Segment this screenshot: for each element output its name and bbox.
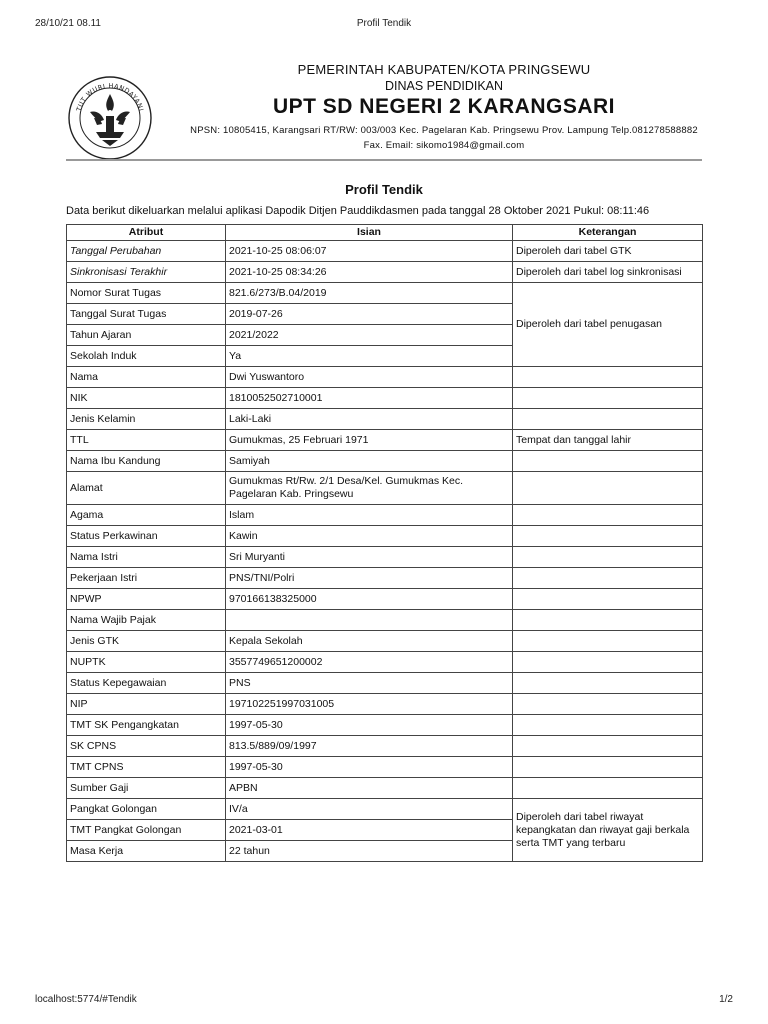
table-row xyxy=(67,610,703,631)
cell-atribut: NIK xyxy=(67,388,226,409)
table-row xyxy=(67,388,703,409)
cell-atribut: Agama xyxy=(67,505,226,526)
table-row xyxy=(67,472,703,505)
cell-isian: 2021-03-01 xyxy=(226,820,513,841)
school-address: NPSN: 10805415, Karangsari RT/RW: 003/003 Kec. Pagelaran Kab. Pringsewu Prov. Lampung Telp.081278588882 xyxy=(190,125,698,136)
cell-isian: 2021/2022 xyxy=(226,325,513,346)
cell-isian: Ya xyxy=(226,346,513,367)
cell-keterangan xyxy=(513,715,703,736)
cell-atribut: Alamat xyxy=(67,472,226,505)
table-row xyxy=(67,505,703,526)
cell-keterangan xyxy=(513,736,703,757)
cell-keterangan: Diperoleh dari tabel penugasan xyxy=(513,283,703,367)
table-row xyxy=(67,409,703,430)
table-row xyxy=(67,631,703,652)
cell-keterangan xyxy=(513,388,703,409)
government-name: PEMERINTAH KABUPATEN/KOTA PRINGSEWU xyxy=(297,62,591,77)
table-row xyxy=(67,715,703,736)
cell-isian: 970166138325000 xyxy=(226,589,513,610)
cell-keterangan xyxy=(513,631,703,652)
cell-isian: 22 tahun xyxy=(226,841,513,862)
cell-isian: 1997-05-30 xyxy=(226,757,513,778)
cell-isian: 1810052502710001 xyxy=(226,388,513,409)
cell-atribut: Nama Istri xyxy=(67,547,226,568)
cell-atribut: Pangkat Golongan xyxy=(67,799,226,820)
cell-keterangan xyxy=(513,568,703,589)
cell-atribut: Nama Ibu Kandung xyxy=(67,451,226,472)
cell-isian: Kawin xyxy=(226,526,513,547)
table-row xyxy=(67,757,703,778)
cell-atribut: Status Kepegawaian xyxy=(67,673,226,694)
cell-isian: Laki-Laki xyxy=(226,409,513,430)
table-row xyxy=(67,694,703,715)
table-row xyxy=(67,589,703,610)
cell-keterangan xyxy=(513,505,703,526)
cell-atribut: Jenis Kelamin xyxy=(67,409,226,430)
print-header xyxy=(35,18,733,32)
cell-keterangan: Diperoleh dari tabel riwayat kepangkatan dan riwayat gaji berkala serta TMT yang terbaru xyxy=(513,799,703,862)
cell-keterangan xyxy=(513,610,703,631)
department-name: DINAS PENDIDIKAN xyxy=(384,79,504,93)
cell-keterangan xyxy=(513,589,703,610)
school-contact: Fax. Email: sikomo1984@gmail.com xyxy=(363,140,525,151)
header-keterangan: Keterangan xyxy=(513,225,703,241)
cell-isian: 2019-07-26 xyxy=(226,304,513,325)
cell-atribut: Masa Kerja xyxy=(67,841,226,862)
cell-atribut: Sumber Gaji xyxy=(67,778,226,799)
cell-atribut: Tanggal Perubahan xyxy=(67,241,226,262)
header-atribut: Atribut xyxy=(67,225,226,241)
cell-keterangan xyxy=(513,472,703,505)
cell-isian: Dwi Yuswantoro xyxy=(226,367,513,388)
table-row xyxy=(67,451,703,472)
table-row xyxy=(67,568,703,589)
table-row xyxy=(67,799,703,820)
cell-isian: PNS/TNI/Polri xyxy=(226,568,513,589)
table-row xyxy=(67,547,703,568)
cell-atribut: Nama xyxy=(67,367,226,388)
cell-isian: Sri Muryanti xyxy=(226,547,513,568)
table-row xyxy=(67,367,703,388)
cell-isian: Gumukmas, 25 Februari 1971 xyxy=(226,430,513,451)
cell-atribut: TMT SK Pengangkatan xyxy=(67,715,226,736)
cell-isian: 197102251997031005 xyxy=(226,694,513,715)
table-row xyxy=(67,430,703,451)
cell-keterangan: Diperoleh dari tabel GTK xyxy=(513,241,703,262)
cell-keterangan xyxy=(513,547,703,568)
cell-isian: Kepala Sekolah xyxy=(226,631,513,652)
print-footer xyxy=(35,994,733,1008)
cell-atribut: Tanggal Surat Tugas xyxy=(67,304,226,325)
cell-atribut: Tahun Ajaran xyxy=(67,325,226,346)
cell-atribut: SK CPNS xyxy=(67,736,226,757)
tut-wuri-handayani-logo-icon xyxy=(66,72,154,160)
cell-atribut: Sinkronisasi Terakhir xyxy=(67,262,226,283)
table-row xyxy=(67,241,703,262)
print-datetime: 28/10/21 08.11 xyxy=(35,18,101,29)
cell-isian: 2021-10-25 08:34:26 xyxy=(226,262,513,283)
cell-isian: IV/a xyxy=(226,799,513,820)
header-isian: Isian xyxy=(226,225,513,241)
cell-keterangan xyxy=(513,409,703,430)
cell-keterangan: Diperoleh dari tabel log sinkronisasi xyxy=(513,262,703,283)
cell-atribut: TTL xyxy=(67,430,226,451)
cell-atribut: NPWP xyxy=(67,589,226,610)
table-row xyxy=(67,652,703,673)
cell-isian: APBN xyxy=(226,778,513,799)
table-header-row xyxy=(67,225,703,241)
svg-text:TUT WURI HANDAYANI: TUT WURI HANDAYANI xyxy=(74,81,146,113)
cell-keterangan xyxy=(513,673,703,694)
cell-keterangan xyxy=(513,526,703,547)
profile-table xyxy=(66,224,703,862)
print-page-title: Profil Tendik xyxy=(356,18,412,29)
cell-isian: 2021-10-25 08:06:07 xyxy=(226,241,513,262)
cell-atribut: Sekolah Induk xyxy=(67,346,226,367)
print-url: localhost:5774/#Tendik xyxy=(35,994,137,1005)
cell-isian: 1997-05-30 xyxy=(226,715,513,736)
table-row xyxy=(67,673,703,694)
cell-atribut: Status Perkawinan xyxy=(67,526,226,547)
school-name: UPT SD NEGERI 2 KARANGSARI xyxy=(272,95,616,118)
cell-atribut: NUPTK xyxy=(67,652,226,673)
cell-atribut: Nama Wajib Pajak xyxy=(67,610,226,631)
document-intro: Data berikut dikeluarkan melalui aplikasi Dapodik Ditjen Pauddikdasmen pada tanggal 28 Oktober 2021 Pukul: 08:11:46 xyxy=(66,205,650,217)
cell-keterangan xyxy=(513,694,703,715)
cell-isian: 813.5/889/09/1997 xyxy=(226,736,513,757)
table-row xyxy=(67,778,703,799)
cell-atribut: Pekerjaan Istri xyxy=(67,568,226,589)
cell-atribut: NIP xyxy=(67,694,226,715)
table-row xyxy=(67,736,703,757)
cell-keterangan xyxy=(513,778,703,799)
cell-isian: Islam xyxy=(226,505,513,526)
cell-keterangan xyxy=(513,451,703,472)
table-row xyxy=(67,283,703,304)
letterhead-text xyxy=(160,58,728,151)
cell-atribut: Nomor Surat Tugas xyxy=(67,283,226,304)
cell-isian: Samiyah xyxy=(226,451,513,472)
cell-keterangan xyxy=(513,652,703,673)
cell-isian: 3557749651200002 xyxy=(226,652,513,673)
table-row xyxy=(67,526,703,547)
letterhead xyxy=(66,58,702,158)
document-title: Profil Tendik xyxy=(345,182,423,197)
cell-keterangan xyxy=(513,757,703,778)
cell-isian: 821.6/273/B.04/2019 xyxy=(226,283,513,304)
cell-atribut: TMT Pangkat Golongan xyxy=(67,820,226,841)
table-row xyxy=(67,262,703,283)
cell-atribut: Jenis GTK xyxy=(67,631,226,652)
cell-keterangan xyxy=(513,367,703,388)
cell-isian: PNS xyxy=(226,673,513,694)
cell-isian xyxy=(226,610,513,631)
cell-keterangan: Tempat dan tanggal lahir xyxy=(513,430,703,451)
cell-isian: Gumukmas Rt/Rw. 2/1 Desa/Kel. Gumukmas Kec. Pagelaran Kab. Pringsewu xyxy=(226,472,513,505)
letterhead-divider xyxy=(66,159,702,161)
print-page-number: 1/2 xyxy=(719,994,733,1005)
cell-atribut: TMT CPNS xyxy=(67,757,226,778)
